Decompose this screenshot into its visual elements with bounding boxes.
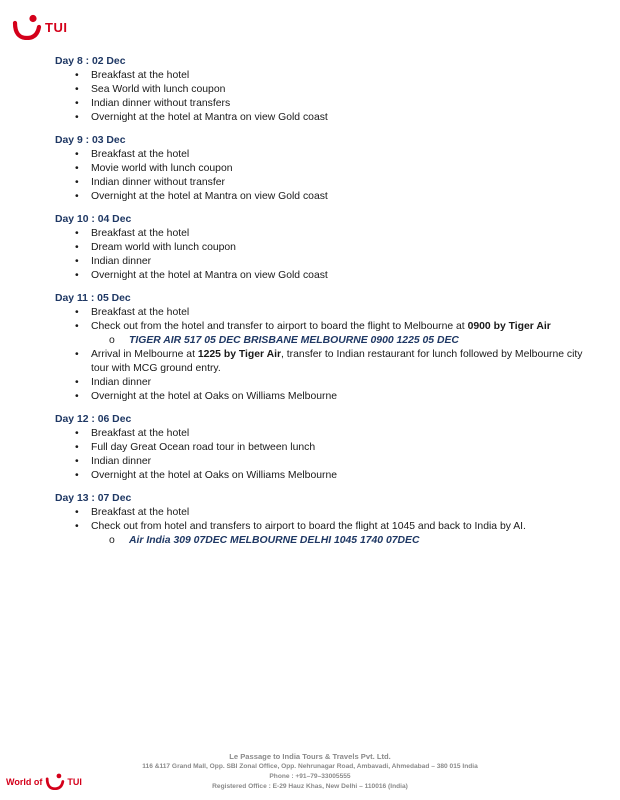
activity-text: Overnight at the hotel at Mantra on view Gold coast [91, 270, 328, 281]
tui-wordmark-small: TUI [67, 776, 82, 787]
day-activity-list [55, 148, 585, 204]
day-activity-list [55, 227, 585, 283]
activity-item [55, 148, 585, 162]
world-of-tui-logo [6, 773, 82, 790]
world-of-label: World of [6, 776, 43, 787]
activity-item [55, 176, 585, 190]
activity-item [55, 441, 585, 455]
activity-text: Indian dinner [91, 256, 152, 267]
day-section [55, 413, 585, 483]
day-section [55, 213, 585, 283]
day-section [55, 55, 585, 125]
activity-text: Breakfast at the hotel [91, 228, 190, 239]
activity-item [55, 320, 585, 348]
itinerary [55, 55, 585, 557]
flight-detail: o Air India 309 07DEC MELBOURNE DELHI 1045 1740 07DEC [91, 534, 585, 548]
tui-logo [12, 14, 67, 40]
footer-registered-office: Registered Office : E-29 Hauz Khas, New Delhi – 110016 (India) [212, 783, 408, 790]
tui-wordmark: TUI [45, 19, 68, 35]
activity-text: Indian dinner without transfers [91, 98, 231, 109]
activity-text: Overnight at the hotel at Mantra on view Gold coast [91, 191, 328, 202]
day-title: Day 13 : 07 Dec [55, 493, 132, 504]
day-activity-list [55, 69, 585, 125]
day-title: Day 9 : 03 Dec [55, 135, 126, 146]
activity-item [55, 455, 585, 469]
day-section [55, 492, 585, 548]
activity-text: Overnight at the hotel at Oaks on Williams Melbourne [91, 391, 338, 402]
tui-smile-logo-icon [12, 14, 42, 40]
activity-item [55, 227, 585, 241]
activity-item [55, 190, 585, 204]
footer-company: Le Passage to India Tours & Travels Pvt. Ltd. [229, 752, 391, 761]
day-title: Day 8 : 02 Dec [55, 56, 126, 67]
day-title: Day 11 : 05 Dec [55, 293, 131, 304]
day-activity-list [55, 306, 585, 404]
activity-item [55, 69, 585, 83]
footer-address: 116 &117 Grand Mall, Opp. SBI Zonal Office, Opp. Nehrunagar Road, Ambavadi, Ahmedabad – 380 015 India [142, 763, 478, 770]
tui-smile-small-icon [45, 773, 65, 790]
footer-phone: Phone : +91–79–33005555 [269, 773, 351, 780]
activity-text: Indian dinner without transfer [91, 177, 226, 188]
activity-text: Breakfast at the hotel [91, 307, 190, 318]
activity-text: Overnight at the hotel at Oaks on Williams Melbourne [91, 470, 338, 481]
activity-item [55, 255, 585, 269]
activity-text: Breakfast at the hotel [91, 428, 190, 439]
day-section [55, 292, 585, 404]
flight-detail: o TIGER AIR 517 05 DEC BRISBANE MELBOURNE 0900 1225 05 DEC [91, 334, 585, 348]
flight-detail-list [91, 334, 585, 348]
activity-item [55, 306, 585, 320]
footer [0, 752, 620, 792]
activity-highlight: 1225 by Tiger Air [197, 349, 282, 360]
activity-item [55, 111, 585, 125]
activity-text: Dream world with lunch coupon [91, 242, 236, 253]
activity-text: Breakfast at the hotel [91, 507, 190, 518]
activity-item [55, 241, 585, 255]
activity-text: Arrival in Melbourne at [91, 349, 198, 360]
activity-item [55, 390, 585, 404]
activity-text: Overnight at the hotel at Mantra on view Gold coast [91, 112, 328, 123]
activity-text: Breakfast at the hotel [91, 149, 190, 160]
day-section [55, 134, 585, 204]
day-activity-list [55, 427, 585, 483]
activity-item [55, 506, 585, 520]
activity-text: Full day Great Ocean road tour in between lunch [91, 442, 316, 453]
day-title: Day 12 : 06 Dec [55, 414, 132, 425]
activity-item [55, 97, 585, 111]
flight-detail-list [91, 534, 585, 548]
activity-text: Indian dinner [91, 456, 152, 467]
day-title: Day 10 : 04 Dec [55, 214, 132, 225]
activity-text: Breakfast at the hotel [91, 70, 190, 81]
activity-text: Indian dinner [91, 377, 152, 388]
activity-text: Movie world with lunch coupon [91, 163, 233, 174]
activity-text: Sea World with lunch coupon [91, 84, 226, 95]
activity-text: Check out from the hotel and transfer to airport to board the flight to Melbourne at [91, 321, 468, 332]
activity-item [55, 469, 585, 483]
activity-text-continued: , transfer to Indian restaurant for lunch followed by Melbourne city tour with MCG ground entry. [91, 349, 583, 374]
activity-item [55, 376, 585, 390]
activity-item [55, 520, 585, 548]
day-activity-list [55, 506, 585, 548]
activity-item [55, 269, 585, 283]
activity-item [55, 162, 585, 176]
activity-text: Check out from hotel and transfers to airport to board the flight at 1045 and back to India by AI. [91, 521, 526, 532]
activity-highlight: 0900 by Tiger Air [467, 321, 551, 332]
activity-item [55, 427, 585, 441]
activity-item [55, 83, 585, 97]
activity-item [55, 348, 585, 376]
